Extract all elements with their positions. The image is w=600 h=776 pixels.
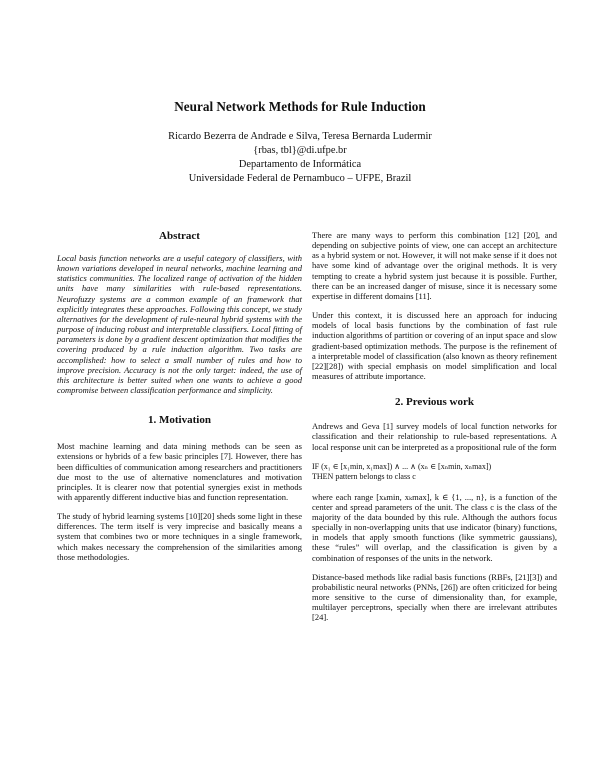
motivation-heading: 1. Motivation bbox=[148, 414, 211, 427]
left-column bbox=[57, 230, 302, 562]
motivation-paragraph-1: Most machine learning and data mining methods can be seen as extensions or hybrids of a few basic principles [7]. However, there has been difficulties of communication among researchers and practitioners due most to the use of alternative nomenclatures and motivation principles. It is clearer now that potential synergies exist in methods with apparently different inductive bias and function representation. bbox=[57, 441, 302, 502]
paper-title: Neural Network Methods for Rule Induction bbox=[174, 99, 426, 114]
author-department: Departamento de Informática bbox=[238, 159, 362, 170]
previous-work-paragraph-3: Distance-based methods like radial basis functions (RBFs, [21][3]) and probabilistic neural networks (PNNs, [26]) are often criticized for being more sensitive to the curse of dimensionality than, for example, multilayer perceptrons, specially when there are irrelevant attributes [24]. bbox=[312, 571, 557, 623]
right-column bbox=[312, 230, 557, 623]
author-university: Universidade Federal de Pernambuco – UFPE, Brazil bbox=[188, 173, 412, 184]
abstract-text: Local basis function networks are a useful category of classifiers, with known variations developed in neural networks, machine learning and statistics communities. The localized range of activation of the hidden units have many similarities with rule-based representations. Neurofuzzy systems are a common example of an framework that explicitly integrates these approaches. Following this concept, we study alternatives for the development of rule-neural hybrid systems with the purpose of inducing robust and interpretable classifiers. Local fitting of parameters is done by a gradient descent optimization that modifies the covering produced by a rule induction algorithm. Two tasks are accomplished: how to select a small number of rules and how to improve precision. Accuracy is not the only target: indeed, the use of this architecture is better suited when one wants to achieve a good compromise between classification performance and simplicity. bbox=[57, 253, 302, 396]
formula-then-line: THEN pattern belongs to class c bbox=[312, 471, 416, 481]
previous-work-paragraph-2: where each range [xₖmin, xₖmax], k ∈ {1, ..., n}, is a function of the center and spread parameters of the unit. The class c is the class of the majority of the data bounded by this rule. Although the authors focus specially in non-overlapping units that use indicator (binary) functions, in models that apply smooth functions (like symmetric gaussians), these “rules” will overlap, and the classification is given by a combination of responses of the units in the network. bbox=[312, 491, 557, 563]
previous-work-heading: 2. Previous work bbox=[395, 396, 474, 409]
author-block bbox=[0, 130, 600, 186]
abstract-heading: Abstract bbox=[159, 230, 200, 242]
author-emails: {rbas, tbl}@di.ufpe.br bbox=[253, 145, 347, 156]
formula-if-line: IF (x₁ ∈ [x₁min, x₁max]) ∧ ... ∧ (xₙ ∈ [xₙmin, xₙmax]) bbox=[312, 461, 492, 471]
motivation-paragraph-2: The study of hybrid learning systems [10][20] sheds some light in these differences. The term itself is very imprecise and basically means a system that combines two or more techniques in a single framework, which makes necessary the comprehension of the similarities among those methodologies. bbox=[57, 511, 302, 562]
rule-formula bbox=[312, 462, 557, 482]
intro-paragraph-1: There are many ways to perform this combination [12] [20], and depending on subjective points of view, one can accept an architecture as a hybrid system or not. However, it will not make sense if it does not have some kind of advantage over the original methods. It is very tempting to create a hybrid system just because it is possible. Further, there can be an increased danger of misuse, since it is necessary some expertise in different domains [11]. bbox=[312, 230, 557, 301]
intro-paragraph-2: Under this context, it is discussed here an approach for inducing models of local basis functions by the combination of fast rule induction algorithms of partition or covering of an input space and slow gradient-based optimization methods. The purpose is the refinement of a interpretable model of classification (also known as theory refinement [22][28]) with special emphasis on model simplification and local measures of attribute importance. bbox=[312, 310, 557, 382]
previous-work-paragraph-1: Andrews and Geva [1] survey models of local function networks for classification and their relationship to rule-based representations. A local response unit can be interpreted as a propositional rule of the form bbox=[312, 421, 557, 452]
author-names: Ricardo Bezerra de Andrade e Silva, Teresa Bernarda Ludermir bbox=[168, 131, 432, 142]
